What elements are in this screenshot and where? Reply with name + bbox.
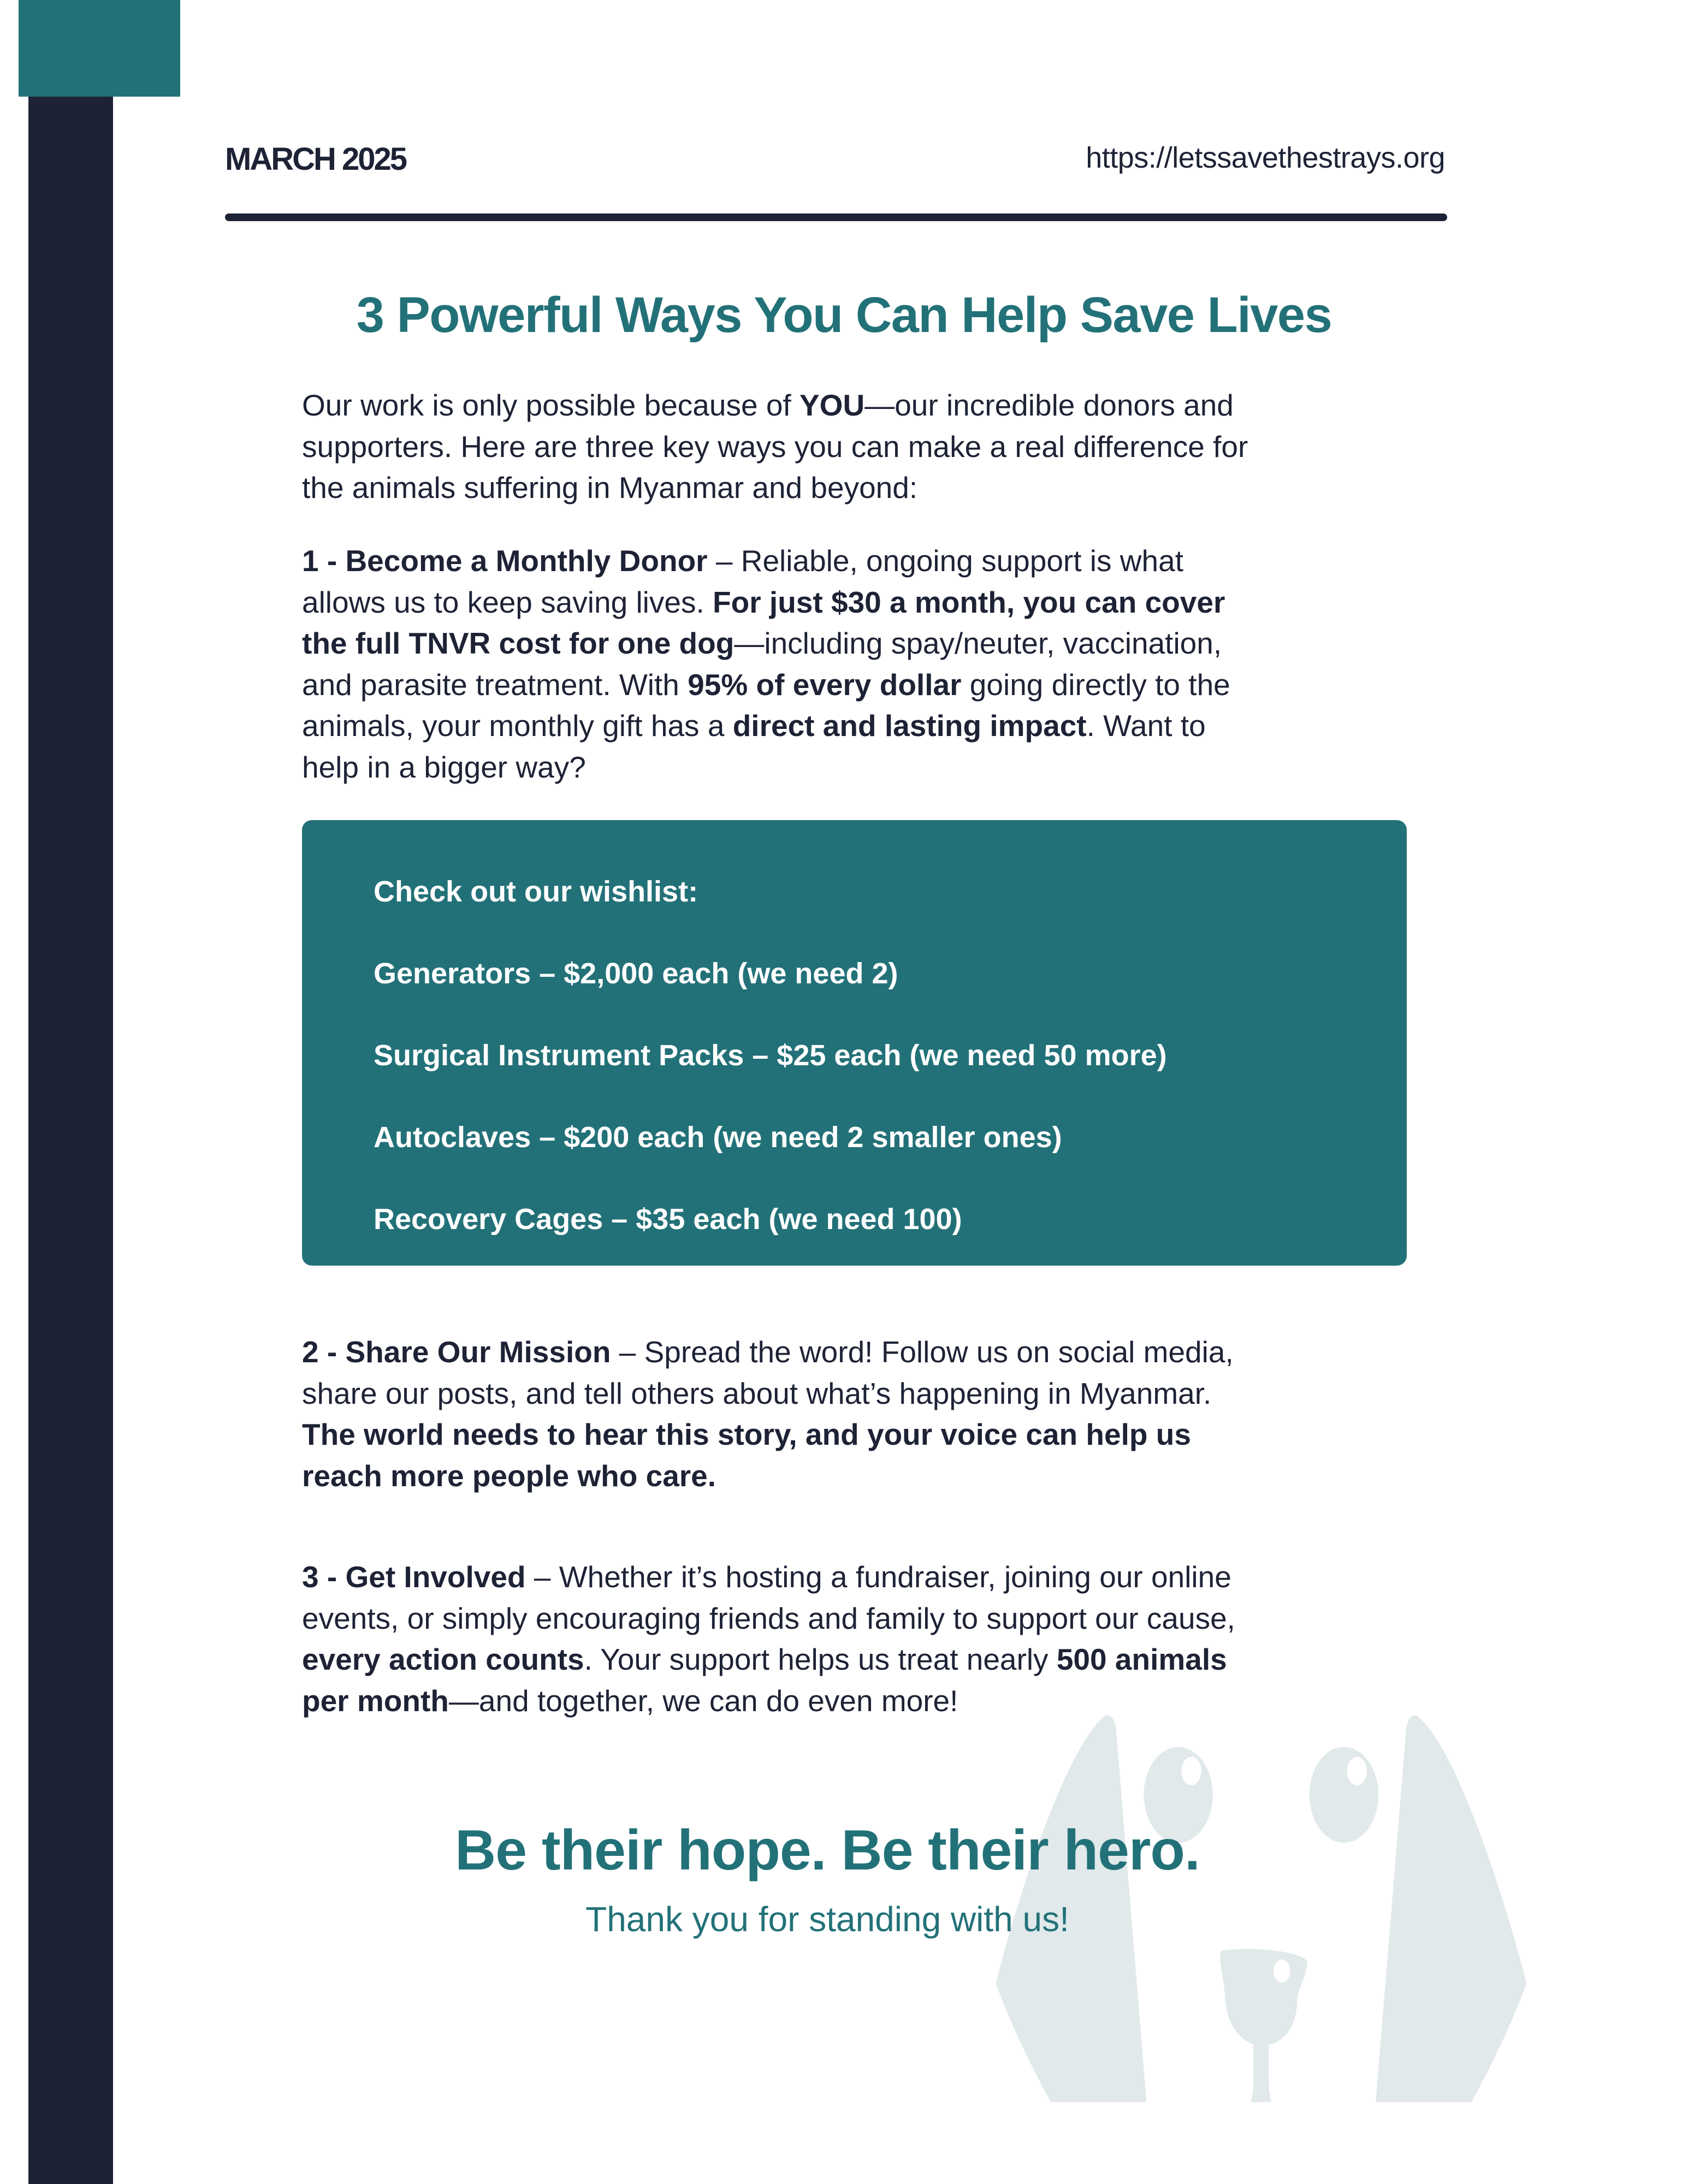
bold-text: direct and lasting impact (732, 709, 1087, 743)
bold-text: every action counts (302, 1642, 584, 1676)
text: animals, your monthly gift has a (302, 709, 733, 743)
text: . Your support helps us treat nearly (584, 1642, 1057, 1676)
text-line (302, 1557, 1235, 1598)
page-title: 3 Powerful Ways You Can Help Save Lives (356, 287, 1332, 343)
text-line (302, 705, 1230, 747)
website-link[interactable]: https://letssavethestrays.org (1086, 141, 1445, 174)
bold-text: 3 - Get Involved (302, 1560, 526, 1594)
wishlist-item: Generators – $2,000 each (we need 2) (374, 957, 898, 990)
dog-mouth (1152, 2045, 1371, 2102)
text-line (302, 623, 1230, 664)
bold-text: per month (302, 1683, 449, 1718)
bold-text: the full TNVR cost for one dog (302, 626, 735, 660)
text: allows us to keep saving lives. (302, 585, 713, 619)
text-line (302, 1373, 1234, 1415)
wishlist-item: Surgical Instrument Packs – $25 each (we need 50 more) (374, 1039, 1167, 1072)
text-line (302, 1414, 1234, 1456)
text-line (302, 1639, 1235, 1681)
text-line (302, 1681, 1235, 1722)
text: —and together, we can do even more! (448, 1683, 958, 1718)
text: —our incredible donors and (864, 388, 1234, 422)
text-line (302, 747, 1230, 788)
closing-tagline: Be their hope. Be their hero. (455, 1819, 1200, 1882)
text: —including spay/neuter, vaccination, (734, 626, 1222, 660)
bold-text: 500 animals (1056, 1642, 1227, 1676)
text-line (302, 1598, 1235, 1640)
text: – Whether it’s hosting a fundraiser, joining our online (525, 1560, 1231, 1594)
text-line (302, 1332, 1234, 1373)
header-divider (225, 213, 1447, 221)
text: – Spread the word! Follow us on social media, (611, 1335, 1234, 1369)
wishlist-heading: Check out our wishlist: (374, 875, 698, 908)
way-3-get-involved (302, 1557, 1235, 1722)
dog-face-watermark-icon (972, 1665, 1573, 2102)
way-1-monthly-donor (302, 541, 1230, 788)
text: . Want to (1086, 709, 1206, 743)
text-line (302, 385, 1248, 426)
text-line (302, 541, 1230, 582)
bold-text: For just $30 a month, you can cover (713, 585, 1225, 619)
text: Our work is only possible because of (302, 388, 799, 422)
issue-date: MARCH 2025 (225, 141, 406, 177)
wishlist-box (302, 820, 1407, 1266)
text-line (302, 426, 1248, 468)
intro-paragraph (302, 385, 1248, 509)
text-line (302, 664, 1230, 706)
text: – Reliable, ongoing support is what (707, 544, 1183, 578)
text: help in a bigger way? (302, 750, 586, 784)
bold-text: 2 - Share Our Mission (302, 1335, 611, 1369)
text: and parasite treatment. With (302, 667, 688, 702)
bold-text: The world needs to hear this story, and your voice can help us (302, 1417, 1191, 1451)
text-line (302, 467, 1248, 509)
text-line (302, 1456, 1234, 1497)
corner-accent-block (19, 0, 180, 97)
text: share our posts, and tell others about what’s happening in Myanmar. (302, 1376, 1212, 1410)
wishlist-item: Autoclaves – $200 each (we need 2 smaller ones) (374, 1121, 1062, 1154)
closing-thanks: Thank you for standing with us! (585, 1900, 1069, 1939)
bold-text: 95% of every dollar (688, 667, 962, 702)
text: going directly to the (961, 667, 1230, 702)
bold-text: 1 - Become a Monthly Donor (302, 544, 708, 578)
dog-nose (1220, 1949, 1307, 2046)
text: events, or simply encouraging friends and family to support our cause, (302, 1601, 1235, 1635)
way-2-share-mission (302, 1332, 1234, 1497)
bold-text: YOU (799, 388, 865, 422)
text: the animals suffering in Myanmar and beyond: (302, 471, 918, 505)
text-line (302, 582, 1230, 624)
wishlist-item: Recovery Cages – $35 each (we need 100) (374, 1203, 962, 1236)
bold-text: reach more people who care. (302, 1458, 716, 1493)
text: supporters. Here are three key ways you can make a real difference for (302, 429, 1248, 464)
